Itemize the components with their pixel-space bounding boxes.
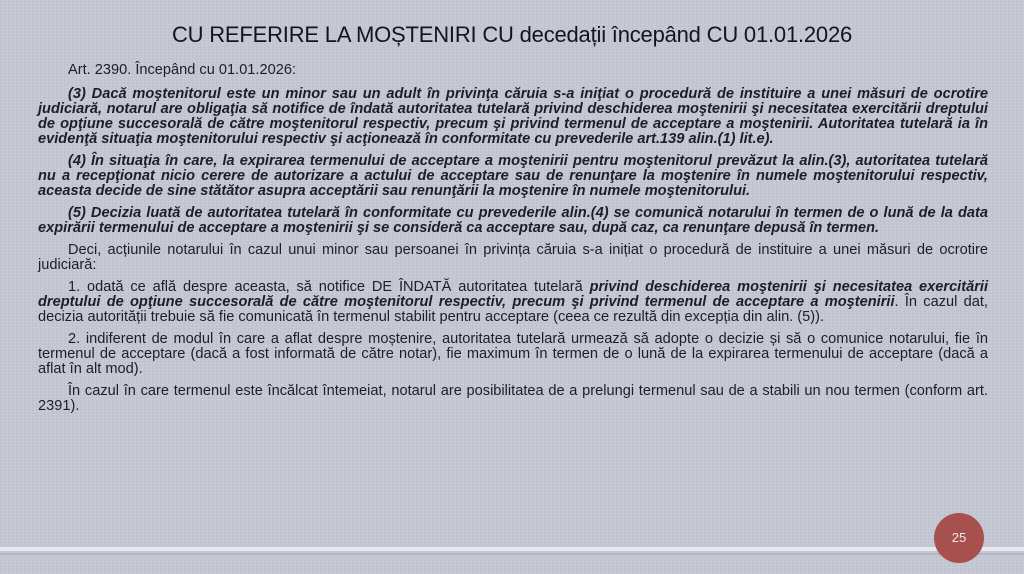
- footer-divider-shadow: [0, 553, 1024, 555]
- list-item-1-end: . În cazul dat, decizia autorității trebuie să fie comunicată în termenul stabilit pentru acceptare (ceea ce rezultă din excepția din alin. (5)).: [38, 294, 988, 325]
- closing-paragraph: În cazul în care termenul este încălcat întemeiat, notarul are posibilitatea de a prelungi termenul sau de a stabili un nou termen (conform art. 2391).: [38, 383, 988, 414]
- list-item-1-emphasis: privind deschiderea moştenirii şi necesitatea exercitării dreptului de opţiune succesorală de către moştenitorul respectiv, precum şi privind termenul de acceptare a moştenirii: [38, 279, 989, 310]
- paragraph-3: (3) Dacă moştenitorul este un minor sau un adult în privinţa căruia s-a iniţiat o procedură de instituire a unei măsuri de ocrotire judiciară, notarul are obligaţia să notifice de îndată autoritatea tutelară privind deschiderea moştenirii şi necesitatea exercitării dreptului de opţiune succesorală de către moştenitorul respectiv, precum şi privind termenul de acceptare a moştenirii. Autoritatea tutelară ia în evidenţă situaţia moştenitorului respectiv şi acţionează în conformitate cu prevederile art.139 alin.(1) lit.e).: [38, 86, 988, 147]
- list-item-1: [38, 280, 988, 325]
- list-item-2: 2. indiferent de modul în care a aflat despre moștenire, autoritatea tutelară urmează să adopte o decizie și să o comunice notarului, fie în termenul de acceptare (dacă a fost informată de către notar), fie maximum în termen de o lună de la expirarea termenului de acceptare (dacă a aflat în alt mod).: [38, 331, 988, 377]
- list-item-1-start: 1. odată ce află despre aceasta, să notifice DE ÎNDATĂ autoritatea tutelară: [68, 279, 590, 295]
- footer-divider: [0, 547, 1024, 551]
- article-intro: Art. 2390. Începând cu 01.01.2026:: [68, 62, 296, 78]
- page-number-badge: 25: [934, 513, 984, 563]
- summary-paragraph: Deci, acțiunile notarului în cazul unui minor sau persoanei în privința căruia s-a inițiat o procedură de instituire a unei măsuri de ocrotire judiciară:: [38, 242, 988, 273]
- paragraph-5: (5) Decizia luată de autoritatea tutelară în conformitate cu prevederile alin.(4) se comunică notarului în termen de o lună de la data expirării termenului de acceptare a moştenirii şi se consideră ca acceptare sau, după caz, ca renunţare depusă în termen.: [38, 205, 988, 236]
- slide-body: [38, 63, 988, 421]
- paragraph-4: (4) În situaţia în care, la expirarea termenului de acceptare a moştenirii pentru moştenitorul prevăzut la alin.(3), autoritatea tutelară nu a recepţionat nicio cerere de autorizare a actului de acceptare sau de renunţare la moştenire în numele moştenitorului respectiv, aceasta decide de sine stătător asupra acceptării sau renunţării la moştenire în numele moştenitorului.: [38, 153, 988, 199]
- slide-title: CU REFERIRE LA MOȘTENIRI CU decedații începând CU 01.01.2026: [171, 22, 853, 47]
